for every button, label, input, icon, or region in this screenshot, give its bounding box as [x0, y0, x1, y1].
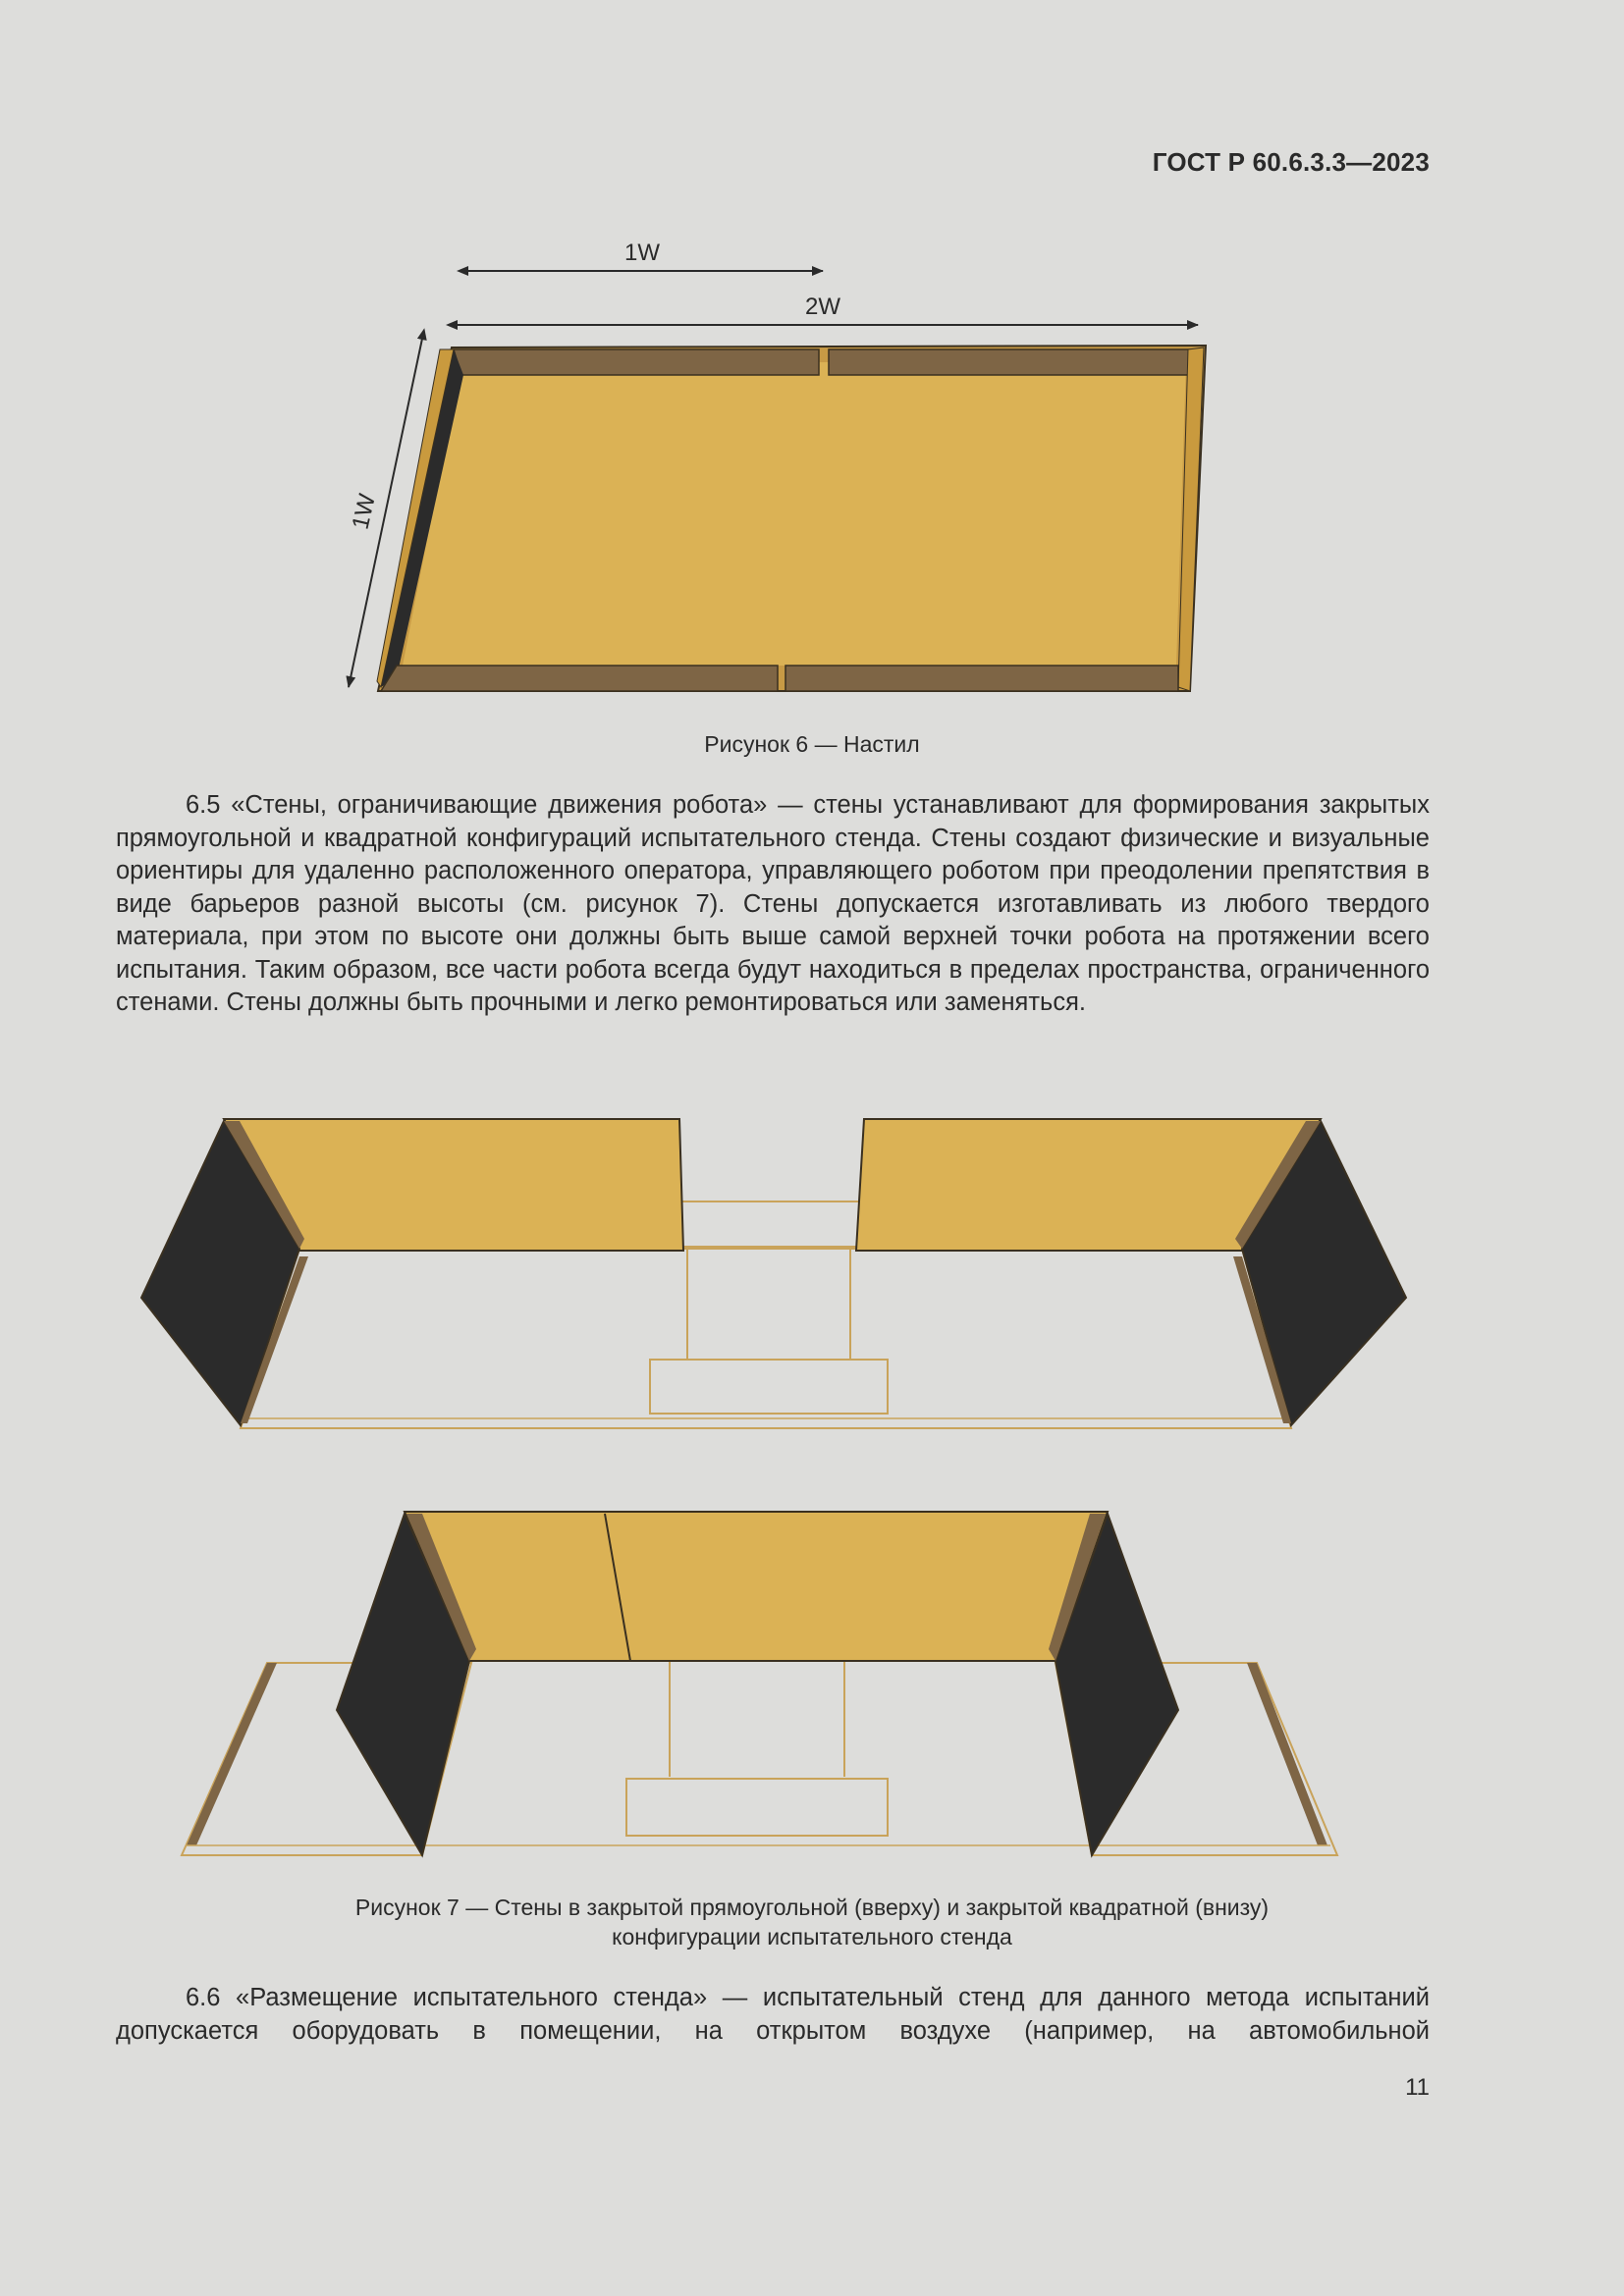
paragraph-6-5: 6.5 «Стены, ограничивающие движения робота» — стены устанавливают для формирования закрытых прямоугольной и квадратной конфигураций испытательного стенда. Стены создают физические и визуальные ориентиры для удаленно расположенного оператора, управляющего роботом при преодолении препятствия в виде барьеров разной высоты (см. рисунок 7). Стены допускается изготавливать из любого твердого материала, при этом по высоте они должны быть выше самой верхней точки робота на протяжении всего испытания. Таким образом, все части робота всегда будут находиться в пределах пространства, ограниченного стенами. Стены должны быть прочными и легко ремонтироваться или заменяться.: [116, 791, 1430, 1016]
deck-surface: [403, 361, 1186, 666]
wall-back-center: [405, 1512, 1108, 1661]
dimension-label-2w: 2W: [805, 294, 840, 320]
deck-top-wall-right: [829, 349, 1200, 375]
figure-7-rectangular-configuration: [128, 1109, 1424, 1438]
figure-6-caption: Рисунок 6 — Настил: [704, 731, 920, 757]
paragraph-6-6: 6.6 «Размещение испытательного стенда» — испытательный стенд для данного метода испытаний допускается оборудовать в помещении, на открытом воздухе (например, на автомобильной: [116, 1984, 1430, 2045]
figure-7-caption: [0, 1893, 1624, 1951]
figure-7-caption-line-1: Рисунок 7 — Стены в закрытой прямоугольной (вверху) и закрытой квадратной (внизу): [354, 1895, 1270, 1920]
deck-top-wall-left: [454, 349, 819, 375]
page-number: 11: [1405, 2074, 1430, 2101]
figure-6-deck-drawing: [334, 231, 1218, 702]
dimension-label-1w-side: 1W: [347, 491, 381, 532]
floor-outline: [241, 1249, 1291, 1428]
figure-7-square-configuration: [167, 1502, 1345, 1865]
document-header: ГОСТ Р 60.6.3.3—2023: [1152, 147, 1430, 177]
figure-7-caption-line-2: конфигурации испытательного стенда: [612, 1924, 1012, 1949]
deck-bottom-wall-left: [381, 666, 778, 691]
deck-bottom-wall-right: [785, 666, 1178, 691]
dimension-label-1w-top: 1W: [624, 240, 660, 266]
